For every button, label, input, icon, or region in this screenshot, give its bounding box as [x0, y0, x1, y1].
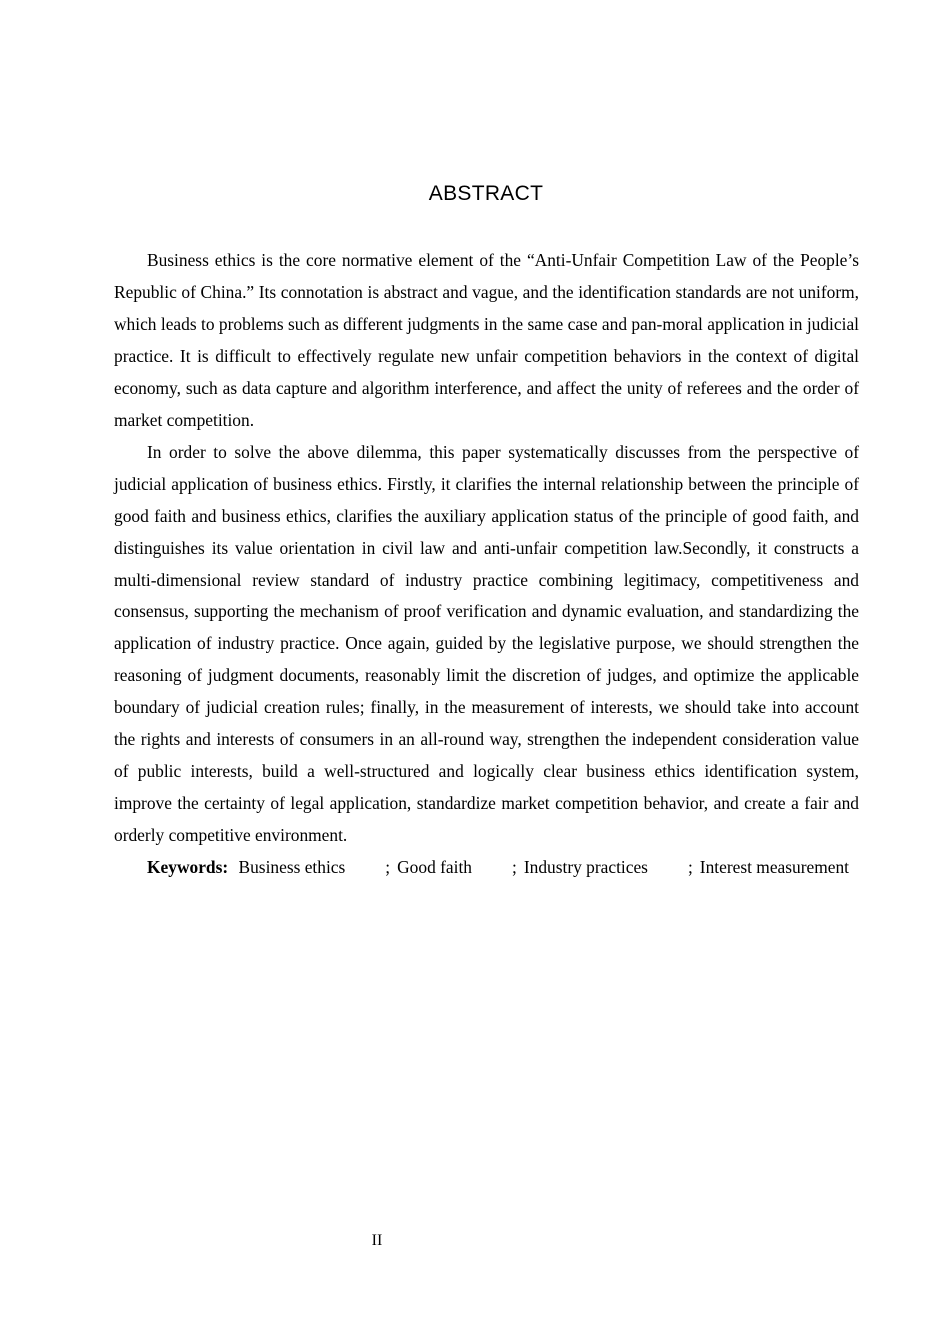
keyword-item: Interest measurement	[699, 857, 850, 878]
keyword-item: Industry practices	[523, 857, 648, 878]
abstract-paragraph-2: In order to solve the above dilemma, this paper systematically discusses from the perspective of judicial application of business ethics. Firstly, it clarifies the internal relationship between the principle of good faith and business ethics, clarifies the auxiliary application status of the principle of good faith, and distinguishes its value orientation in civil law and anti-unfair competition law.Secondly, it constructs a multi-dimensional review standard of industry practice combining legitimacy, competitiveness and consensus, supporting the mechanism of proof verification and dynamic evaluation, and standardizing the application of industry practice. Once again, guided by the legislative purpose, we should strengthen the reasoning of judgment documents, reasonably limit the discretion of judges, and optimize the applicable boundary of judicial creation rules; finally, in the measurement of interests, we should take into account the rights and interests of consumers in an all-round way, strengthen the independent consideration value of public interests, build a well-structured and logically clear business ethics identification system, improve the certainty of legal application, standardize market competition behavior, and create a fair and orderly competitive environment.	[114, 441, 859, 846]
keywords-line	[114, 852, 859, 884]
keywords-label: Keywords:	[147, 857, 229, 878]
keyword-separator: ;	[687, 857, 693, 878]
keyword-item: Good faith	[397, 857, 472, 878]
keyword-item: Business ethics	[238, 857, 346, 878]
page-number: II	[371, 1232, 383, 1249]
keyword-separator: ;	[512, 857, 517, 878]
abstract-title: ABSTRACT	[428, 182, 544, 205]
keyword-separator: ;	[385, 857, 391, 878]
abstract-body	[114, 245, 859, 884]
abstract-paragraph-1: Business ethics is the core normative element of the “Anti-Unfair Competition Law of the People’s Republic of China.” Its connotation is abstract and vague, and the identification standards are not uniform, which leads to problems such as different judgments in the same case and pan-moral application in judicial practice. It is difficult to effectively regulate new unfair competition behaviors in the context of digital economy, such as data capture and algorithm interference, and affect the unity of referees and the order of market competition.	[114, 250, 859, 430]
